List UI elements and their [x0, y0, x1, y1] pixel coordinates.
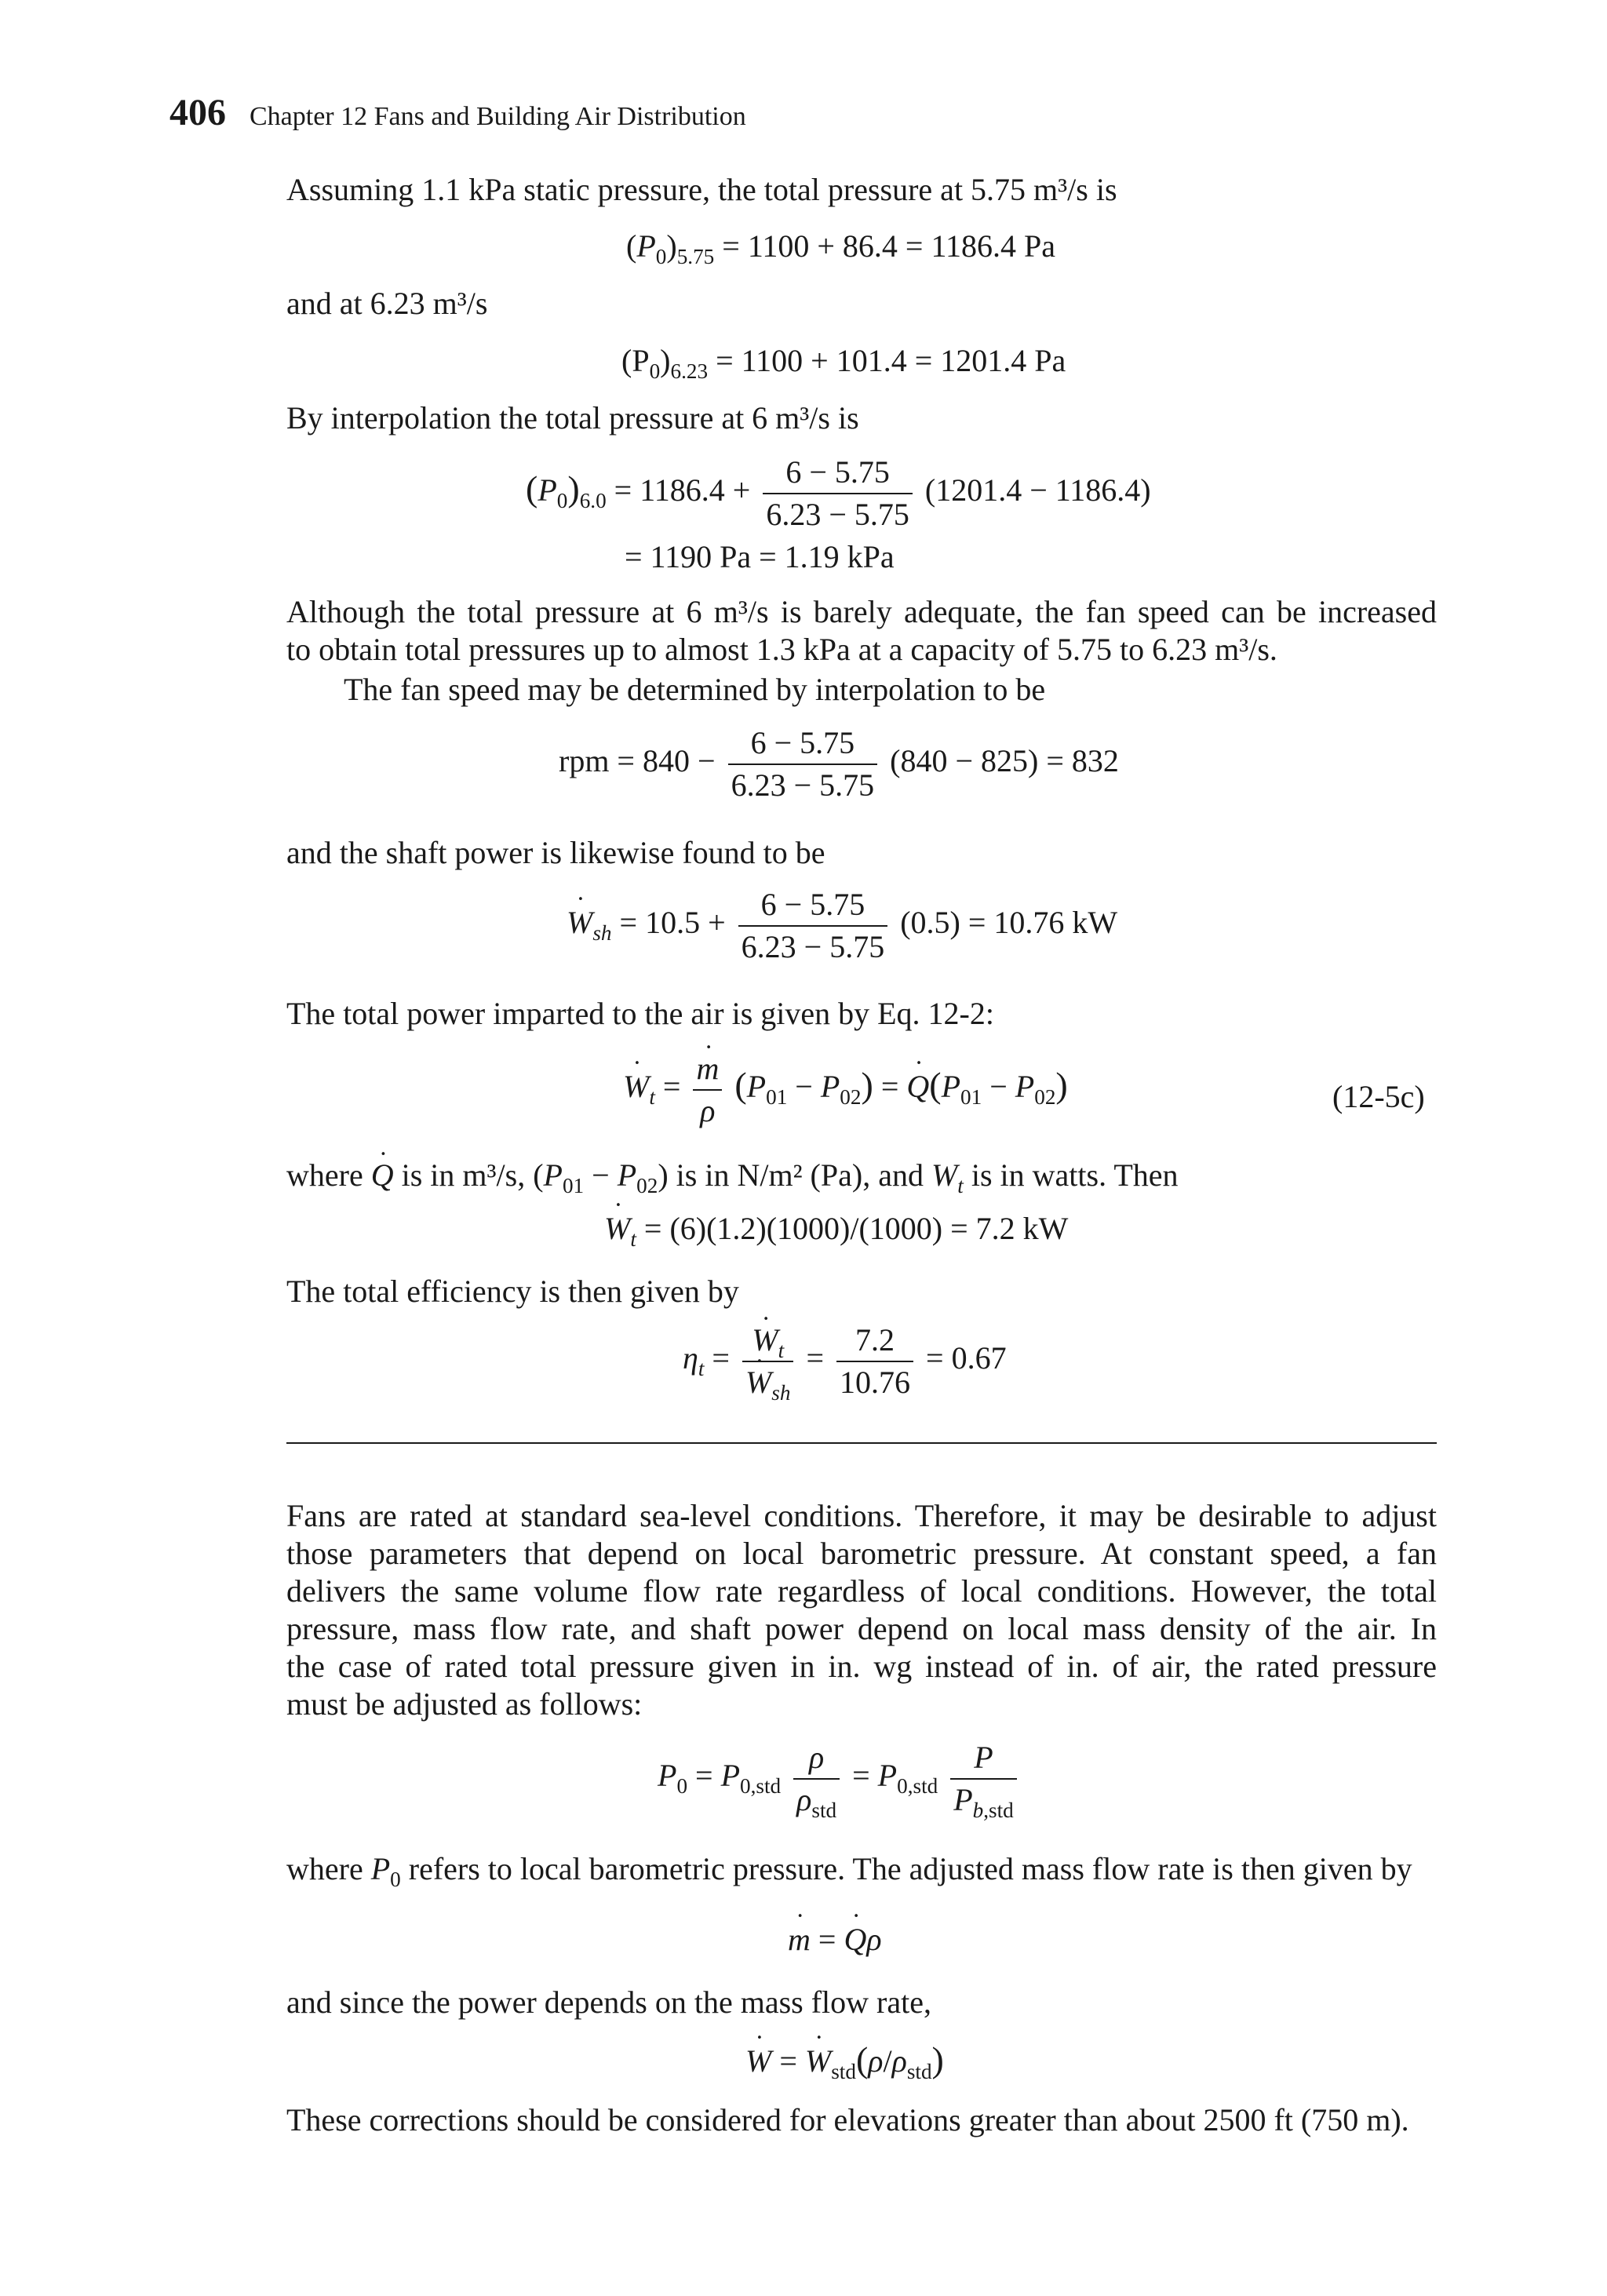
- running-title: Chapter 12 Fans and Building Air Distribution: [250, 102, 746, 131]
- fraction-denominator: 10.76: [840, 1365, 911, 1400]
- fraction-denominator: 6.23 − 5.75: [731, 767, 875, 803]
- running-head: [169, 91, 746, 134]
- equation-total-efficiency: $\eta_t$ = ˙ $W_t$ ˙ $W_{sh}$ = $\frac{7.2}{10.76}$ = 0.67: [683, 1323, 1007, 1400]
- text-line: where $P_0$ refers to local barometric pressure. The adjusted mass flow rate is then given by: [286, 1851, 1412, 1891]
- equation-text: = 1100 + 101.4 = 1201.4 Pa: [716, 343, 1066, 378]
- text-line: the case of rated total pressure given in in. wg instead of in. of air, the rated pressure: [286, 1649, 1437, 1684]
- text-line: those parameters that depend on local barometric pressure. At constant speed, a fan: [286, 1536, 1437, 1571]
- text-line: pressure, mass flow rate, and shaft power depend on local mass density of the air. In: [286, 1611, 1437, 1646]
- text-line: and the shaft power is likewise found to be: [286, 835, 825, 870]
- text-line: By interpolation the total pressure at 6 m³/s is: [286, 400, 859, 436]
- fraction: [738, 887, 888, 964]
- equation-total-pressure-575: $(P_0)_{5.75} = 1100 + 86.4 = 1186.4$ Pa: [626, 228, 1055, 268]
- text-line: where ˙ Q is in m³/s, $(P_{01} - P_{02})$ is in N/m² (Pa), and $W_t$ is in watts. Then: [286, 1157, 1179, 1194]
- equation-text: = 10.5 +: [619, 905, 726, 941]
- fraction-numerator: 6 − 5.75: [738, 887, 888, 927]
- fraction-numerator: 6 − 5.75: [763, 455, 913, 494]
- text-line: These corrections should be considered for elevations greater than about 2500 ft (750 m).: [286, 2102, 1409, 2137]
- equation-total-power-value: ˙ $W_t = (6)(1.2)(1000)/(1000) = 7.2$ kW: [604, 1210, 1068, 1247]
- fraction: [728, 726, 878, 803]
- equation-text: = 1100 + 86.4 = 1186.4 Pa: [722, 228, 1055, 264]
- text-line: The total efficiency is then given by: [286, 1274, 739, 1309]
- equation-adjusted-pressure: $P_0 = P_{0,std}$ $\frac{\rho}{\rho_{std}}$ = $P_{0,std}$ $\frac{P}{P_{b,std}}$: [658, 1740, 1022, 1817]
- text-line: delivers the same volume flow rate regardless of local conditions. However, the total: [286, 1573, 1437, 1609]
- equation-interpolated-pressure: $(P_0)_{6.0} = 1186.4$ + $\frac{6 - 5.75}{6.23 - 5.75}$ (1201.4 − 1186.4): [526, 454, 1151, 532]
- text-line: and at 6.23 m³/s: [286, 286, 488, 321]
- text-line: and since the power depends on the mass flow rate,: [286, 1984, 931, 2020]
- equation-text: = 0.67: [926, 1340, 1007, 1376]
- text-line: must be adjusted as follows:: [286, 1686, 643, 1722]
- paragraph: [286, 593, 1437, 669]
- equation-total-power: ˙ $W_t$ = ˙ $\frac{m}{\rho}$ $(P_{01} - P_{02})$ = ˙ $Q(P_{01} - P_{02})$: [623, 1051, 1068, 1128]
- text-fragment: is in N/m² (Pa), and: [676, 1157, 924, 1193]
- fraction-denominator: 6.23 − 5.75: [741, 929, 885, 964]
- equation-fan-speed: [559, 726, 1119, 803]
- equation-mass-flow-rate: ˙ m = ˙ Qρ: [788, 1921, 882, 1958]
- fraction: ˙ $\frac{m}{\rho}$: [693, 1051, 722, 1128]
- equation-number: (12-5c): [1332, 1079, 1425, 1114]
- text-fragment: refers to local barometric pressure. The adjusted mass flow rate is then given by: [408, 1851, 1412, 1886]
- fraction: [836, 1323, 913, 1400]
- equation-shaft-power: ˙ $W_{sh} = 10.5$ + $\frac{6 - 5.75}{6.23 - 5.75}$ (0.5) = 10.76 kW: [567, 887, 1117, 964]
- fraction: ˙ $W_t$ ˙ $W_{sh}$: [742, 1323, 794, 1400]
- text-line: Although the total pressure at 6 m³/s is barely adequate, the fan speed can be increased: [286, 594, 1437, 629]
- text-line: Assuming 1.1 kPa static pressure, the total pressure at 5.75 m³/s is: [286, 172, 1117, 207]
- paragraph: [286, 1497, 1437, 1723]
- equation-adjusted-power: ˙ W = ˙ $W_{std}(\rho/\rho_{std})$: [745, 2039, 944, 2080]
- equation-text: = 1186.4 +: [614, 472, 751, 508]
- fraction-denominator: 6.23 − 5.75: [766, 497, 909, 532]
- fraction: $\frac{P}{P_{b,std}}$: [950, 1740, 1017, 1817]
- equation-text: (0.5) = 10.76 kW: [900, 905, 1118, 941]
- example-end-rule: [286, 1442, 1437, 1444]
- text-line: The total power imparted to the air is given by Eq. 12-2:: [286, 996, 994, 1031]
- text-fragment: where: [286, 1851, 363, 1886]
- equation-text: (840 − 825) = 832: [890, 743, 1119, 779]
- equation-text: = (6)(1.2)(1000)/(1000) = 7.2 kW: [643, 1211, 1069, 1246]
- equation-text: rpm = 840 −: [559, 743, 716, 779]
- text-fragment: is in m³/s,: [401, 1157, 526, 1193]
- page-number: 406: [169, 92, 226, 133]
- text-line: to obtain total pressures up to almost 1.3 kPa at a capacity of 5.75 to 6.23 m³/s.: [286, 632, 1277, 667]
- text-fragment: is in watts. Then: [971, 1157, 1179, 1193]
- text-line: The fan speed may be determined by interpolation to be: [344, 672, 1046, 707]
- equation-text: (1201.4 − 1186.4): [924, 472, 1151, 508]
- fraction: [763, 455, 913, 532]
- fraction-numerator: 6 − 5.75: [728, 726, 878, 765]
- fraction: $\frac{\rho}{\rho_{std}}$: [793, 1740, 840, 1817]
- fraction-numerator: 7.2: [836, 1323, 913, 1362]
- text-line: Fans are rated at standard sea-level conditions. Therefore, it may be desirable to adjust: [286, 1498, 1437, 1533]
- text-fragment: where: [286, 1157, 363, 1193]
- equation-total-pressure-623: $(P_0)_{6.23} = 1100 + 101.4 = 1201.4$ Pa: [621, 343, 1066, 383]
- equation-result: = 1190 Pa = 1.19 kPa: [625, 539, 895, 574]
